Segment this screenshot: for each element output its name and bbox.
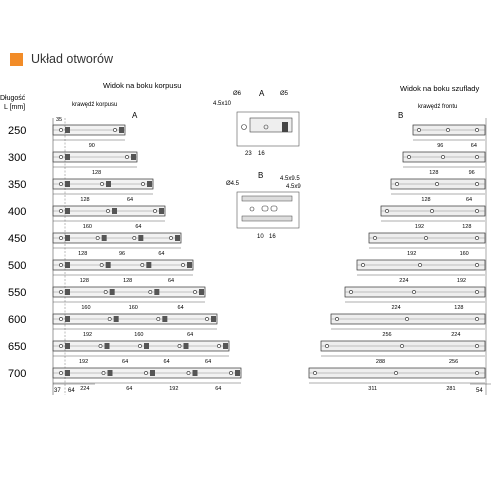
right-dim-value: 128 xyxy=(429,170,439,176)
right-dim-value: 224 xyxy=(399,278,409,284)
left-rail-hole xyxy=(100,182,103,185)
left-rail-clip xyxy=(150,370,155,376)
left-dim-value: 160 xyxy=(128,305,138,311)
left-offset-value: 64 xyxy=(68,388,75,394)
left-rail-hole xyxy=(149,290,152,293)
right-rail-hole xyxy=(446,128,449,131)
right-rail-hole xyxy=(405,317,408,320)
slide-row xyxy=(8,341,485,365)
left-dim-value: 64 xyxy=(122,359,129,365)
slide-row xyxy=(8,368,485,392)
left-rail-hole xyxy=(59,344,62,347)
left-rail-clip xyxy=(65,154,70,160)
left-rail-hole xyxy=(133,236,136,239)
section-title: Układ otworów xyxy=(31,52,113,66)
left-rail-clip xyxy=(187,262,192,268)
detail-b xyxy=(226,171,301,240)
left-dim-value: 90 xyxy=(88,143,95,149)
left-rail-hole xyxy=(59,290,62,293)
right-dim-value: 64 xyxy=(470,143,477,149)
length-label: 550 xyxy=(8,287,27,299)
length-label: 400 xyxy=(8,206,27,218)
right-rail-hole xyxy=(361,263,364,266)
left-rail-clip xyxy=(147,181,152,187)
detail-b-rail-top xyxy=(242,196,292,201)
right-rail-hole xyxy=(435,182,438,185)
right-dim-value: 128 xyxy=(454,305,464,311)
left-rail-hole xyxy=(59,155,62,158)
right-rail-hole xyxy=(335,317,338,320)
left-rail-clip xyxy=(65,208,70,214)
right-dim-value: 311 xyxy=(368,386,378,392)
right-rail-hole xyxy=(385,209,388,212)
left-rail-clip xyxy=(65,343,70,349)
left-rail-hole xyxy=(178,344,181,347)
left-rail-clip xyxy=(131,154,136,160)
left-rail-clip xyxy=(184,343,189,349)
right-rail-hole xyxy=(418,263,421,266)
left-rail-hole xyxy=(96,236,99,239)
left-rail-hole xyxy=(169,236,172,239)
right-dim-value: 224 xyxy=(451,332,461,338)
detail-a xyxy=(213,89,299,157)
right-dim-value: 192 xyxy=(407,251,417,257)
right-dim-value: 96 xyxy=(437,143,444,149)
slide-row xyxy=(8,287,485,311)
left-rail-hole xyxy=(59,128,62,131)
right-view-label: Widok na boku szuflady xyxy=(400,84,480,93)
left-rail-clip xyxy=(235,370,240,376)
right-dim-value: 192 xyxy=(456,278,467,284)
left-rail-clip xyxy=(138,235,143,241)
length-header-line1: Długość xyxy=(0,95,26,102)
right-rail-hole xyxy=(394,371,397,374)
left-rail-clip xyxy=(119,127,124,133)
right-rail-hole xyxy=(475,128,478,131)
length-label: 700 xyxy=(8,368,27,380)
length-label: 300 xyxy=(8,152,27,164)
slide-row xyxy=(8,260,485,284)
left-dim-value: 64 xyxy=(177,305,184,311)
detail-b-rail-bottom xyxy=(242,216,292,221)
right-rail-hole xyxy=(475,371,478,374)
right-dim-value: 128 xyxy=(462,224,472,230)
length-label: 450 xyxy=(8,233,27,245)
left-rail-clip xyxy=(159,208,164,214)
right-offset-value: 54 xyxy=(476,388,483,394)
detail-b-marker: B xyxy=(258,171,264,180)
left-rail-clip xyxy=(65,370,70,376)
right-dim-value: 64 xyxy=(465,197,473,203)
right-rail-hole xyxy=(373,236,376,239)
left-dim-value: 192 xyxy=(79,359,89,365)
right-dim-value: 256 xyxy=(449,359,459,365)
length-header-line2: L [mm] xyxy=(4,104,26,111)
left-rail-hole xyxy=(153,209,156,212)
left-rail-hole xyxy=(125,155,128,158)
left-rail-hole xyxy=(59,209,62,212)
left-rail-clip xyxy=(65,235,70,241)
detail-a-dim-0: Ø6 xyxy=(233,91,242,97)
detail-b-dim-4: 16 xyxy=(269,234,276,240)
detail-a-clip xyxy=(282,122,288,132)
left-dim-value: 128 xyxy=(92,170,102,176)
left-dim-value: 192 xyxy=(82,332,93,338)
left-rail-clip xyxy=(108,370,113,376)
left-rail-clip xyxy=(102,235,107,241)
left-rail-clip xyxy=(106,181,111,187)
left-dim-value: 160 xyxy=(82,224,92,230)
detail-b-dim-3: 10 xyxy=(257,234,264,240)
right-dim-value: 224 xyxy=(391,305,401,311)
left-offset-value: 35 xyxy=(56,117,63,123)
left-rail-hole xyxy=(193,290,196,293)
right-rail-hole xyxy=(475,236,478,239)
right-dim-value: 281 xyxy=(446,386,456,392)
right-edge-label: krawędź frontu xyxy=(418,104,458,110)
left-rail-clip xyxy=(162,316,167,322)
detail-b-slot xyxy=(262,206,268,211)
left-rail-clip xyxy=(199,289,204,295)
left-rail-clip xyxy=(146,262,151,268)
left-dim-value: 64 xyxy=(158,251,165,257)
left-dim-value: 64 xyxy=(167,278,175,284)
left-rail-hole xyxy=(141,263,144,266)
left-view-label: Widok na boku korpusu xyxy=(103,81,182,90)
detail-b-dim-1: 4.5x9.5 xyxy=(280,176,300,182)
detail-b-slot xyxy=(271,206,277,211)
left-rail-hole xyxy=(106,209,109,212)
left-dim-value: 128 xyxy=(79,278,89,284)
length-label: 500 xyxy=(8,260,27,272)
right-rail-hole xyxy=(395,182,398,185)
left-rail-hole xyxy=(113,128,116,131)
left-rail-hole xyxy=(102,371,105,374)
left-rail-clip xyxy=(112,208,117,214)
left-dim-value: 64 xyxy=(163,359,170,365)
right-rail-hole xyxy=(475,290,478,293)
right-dim-value: 288 xyxy=(375,359,386,365)
right-rail-hole xyxy=(407,155,410,158)
left-rail-clip xyxy=(175,235,180,241)
right-rail-hole xyxy=(325,344,328,347)
length-label: 250 xyxy=(8,125,27,137)
left-rail-hole xyxy=(59,317,62,320)
left-dim-value: 64 xyxy=(187,332,194,338)
left-rail-hole xyxy=(144,371,147,374)
detail-a-marker: A xyxy=(259,89,265,98)
right-rail-hole xyxy=(349,290,352,293)
left-rail-hole xyxy=(138,344,141,347)
left-rail-hole xyxy=(99,344,102,347)
length-label: 650 xyxy=(8,341,27,353)
right-rail-hole xyxy=(475,155,478,158)
left-offset-value: 37 xyxy=(54,388,61,394)
left-dim-value: 96 xyxy=(119,251,126,257)
right-rail-hole xyxy=(400,344,403,347)
length-label: 600 xyxy=(8,314,27,326)
left-dim-value: 128 xyxy=(80,197,90,203)
right-dim-value: 192 xyxy=(414,224,425,230)
detail-a-hole xyxy=(242,125,247,130)
left-dim-value: 64 xyxy=(205,359,212,365)
detail-b-hole xyxy=(250,207,254,211)
left-rail-clip xyxy=(65,262,70,268)
right-dim-value: 96 xyxy=(468,170,475,176)
slide-row xyxy=(8,125,485,149)
right-rail-hole xyxy=(475,263,478,266)
left-rail-hole xyxy=(100,263,103,266)
right-dim-value: 256 xyxy=(382,332,392,338)
detail-a-dim-4: 16 xyxy=(258,151,265,157)
left-rail-hole xyxy=(157,317,160,320)
left-marker-a: A xyxy=(132,111,138,120)
left-rail-clip xyxy=(223,343,228,349)
left-rail-hole xyxy=(59,182,62,185)
left-rail-hole xyxy=(104,290,107,293)
left-dim-value: 64 xyxy=(135,224,142,230)
right-rail-hole xyxy=(417,128,420,131)
right-dim-value: 160 xyxy=(459,251,469,257)
left-dim-value: 160 xyxy=(134,332,144,338)
right-rail-hole xyxy=(441,155,444,158)
slide-row xyxy=(8,233,485,257)
right-dim-value: 128 xyxy=(421,197,431,203)
left-rail-clip xyxy=(154,289,159,295)
right-rail-hole xyxy=(475,317,478,320)
left-dim-value: 224 xyxy=(80,386,90,392)
left-rail-hole xyxy=(181,263,184,266)
right-rail-hole xyxy=(430,209,433,212)
right-rail-hole xyxy=(412,290,415,293)
left-rail-hole xyxy=(187,371,190,374)
left-edge-label: krawędź korpusu xyxy=(72,102,118,108)
left-rail-clip xyxy=(65,181,70,187)
right-rail-hole xyxy=(475,182,478,185)
left-dim-value: 64 xyxy=(215,386,222,392)
detail-b-dim-2: 4.5x9 xyxy=(286,184,301,190)
left-rail-hole xyxy=(108,317,111,320)
right-rail-hole xyxy=(424,236,427,239)
right-rail-hole xyxy=(313,371,316,374)
slide-row xyxy=(8,314,485,338)
detail-a-dim-1: Ø5 xyxy=(280,91,289,97)
left-rail-hole xyxy=(205,317,208,320)
detail-a-dim-3: 23 xyxy=(245,151,252,157)
left-rail-clip xyxy=(65,316,70,322)
right-rail-hole xyxy=(475,344,478,347)
left-dim-value: 64 xyxy=(126,197,134,203)
left-rail-clip xyxy=(144,343,149,349)
left-dim-value: 64 xyxy=(126,386,133,392)
left-rail-clip xyxy=(65,127,70,133)
detail-a-dim-2: 4.5x10 xyxy=(213,101,232,107)
detail-b-dim-0: Ø4.5 xyxy=(226,181,240,187)
left-rail-clip xyxy=(105,343,110,349)
left-dim-value: 128 xyxy=(123,278,133,284)
left-dim-value: 160 xyxy=(81,305,91,311)
right-rail-hole xyxy=(475,209,478,212)
left-rail-clip xyxy=(65,289,70,295)
left-rail-clip xyxy=(110,289,115,295)
left-rail-hole xyxy=(217,344,220,347)
left-rail-clip xyxy=(106,262,111,268)
left-rail-hole xyxy=(229,371,232,374)
left-rail-clip xyxy=(211,316,216,322)
length-label: 350 xyxy=(8,179,27,191)
left-rail-clip xyxy=(193,370,198,376)
left-dim-value: 128 xyxy=(78,251,88,257)
left-rail-clip xyxy=(114,316,119,322)
left-rail-hole xyxy=(59,236,62,239)
right-marker-b: B xyxy=(398,111,404,120)
left-dim-value: 192 xyxy=(169,386,179,392)
left-rail-hole xyxy=(59,263,62,266)
left-rail-hole xyxy=(141,182,144,185)
left-rail-hole xyxy=(59,371,62,374)
